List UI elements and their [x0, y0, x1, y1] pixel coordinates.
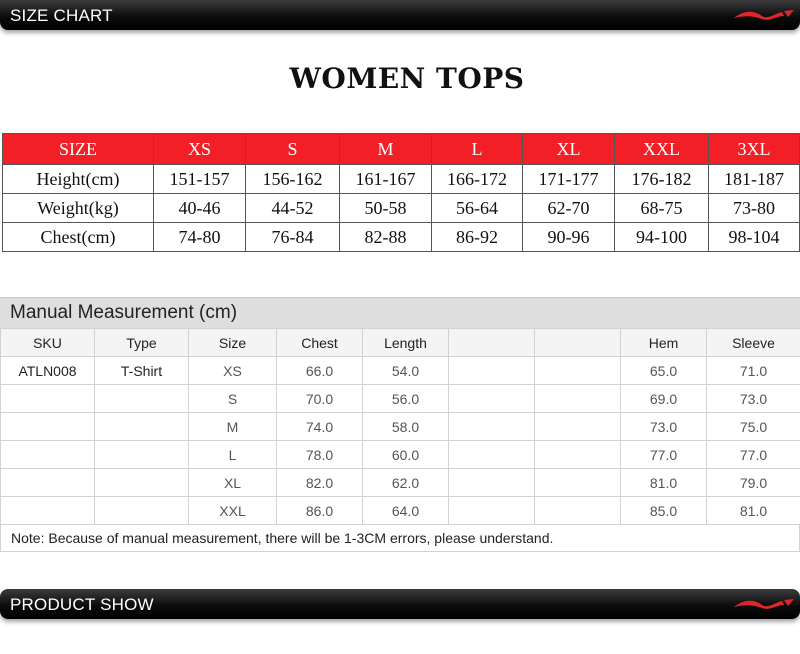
manual-measurement-section	[0, 297, 800, 552]
sleeve-cell: 73.0	[707, 385, 800, 413]
size-cell: S	[189, 385, 277, 413]
page-title: WOMEN TOPS	[289, 62, 525, 95]
sleeve-cell: 75.0	[707, 413, 800, 441]
table-cell: 98-104	[709, 223, 800, 252]
empty-cell	[449, 497, 535, 525]
table-cell: 68-75	[615, 194, 709, 223]
table-cell: 74-80	[154, 223, 246, 252]
sleeve-cell: 77.0	[707, 441, 800, 469]
table-row	[1, 385, 800, 413]
length-cell: 64.0	[363, 497, 449, 525]
size-cell: XL	[189, 469, 277, 497]
col-header-type: Type	[95, 329, 189, 357]
table-cell: 44-52	[246, 194, 340, 223]
hem-cell: 81.0	[621, 469, 707, 497]
size-col-header: XXL	[615, 134, 709, 165]
chest-cell: 74.0	[277, 413, 363, 441]
table-cell: 156-162	[246, 165, 340, 194]
sku-cell	[1, 497, 95, 525]
product-show-title: PRODUCT SHOW	[10, 595, 154, 614]
size-cell: XXL	[189, 497, 277, 525]
length-cell: 60.0	[363, 441, 449, 469]
brand-logo-icon	[732, 596, 796, 612]
type-cell	[95, 497, 189, 525]
row-label: Height(cm)	[3, 165, 154, 194]
chest-cell: 78.0	[277, 441, 363, 469]
row-label: Weight(kg)	[3, 194, 154, 223]
table-cell: 94-100	[615, 223, 709, 252]
sleeve-cell: 81.0	[707, 497, 800, 525]
size-chart-bar	[0, 0, 800, 30]
table-row	[1, 441, 800, 469]
empty-cell	[449, 357, 535, 385]
table-cell: 40-46	[154, 194, 246, 223]
table-cell: 86-92	[432, 223, 523, 252]
col-header-chest: Chest	[277, 329, 363, 357]
type-cell	[95, 385, 189, 413]
table-cell: 56-64	[432, 194, 523, 223]
table-cell: 62-70	[523, 194, 615, 223]
table-row	[1, 497, 800, 525]
size-header-row	[3, 134, 800, 165]
measurement-note: Note: Because of manual measurement, there will be 1-3CM errors, please understand.	[0, 525, 800, 552]
size-col-header: M	[340, 134, 432, 165]
measurement-header-row	[1, 329, 800, 357]
product-show-bar	[0, 589, 800, 619]
table-row	[1, 413, 800, 441]
sku-cell	[1, 413, 95, 441]
empty-cell	[449, 441, 535, 469]
empty-cell	[449, 469, 535, 497]
size-col-header: S	[246, 134, 340, 165]
size-cell: L	[189, 441, 277, 469]
empty-cell	[535, 441, 621, 469]
size-row-chest	[3, 223, 800, 252]
length-cell: 54.0	[363, 357, 449, 385]
brand-logo-icon	[732, 7, 796, 23]
table-row	[1, 357, 800, 385]
empty-cell	[449, 385, 535, 413]
col-header-size: Size	[189, 329, 277, 357]
sleeve-cell: 79.0	[707, 469, 800, 497]
sku-cell: ATLN008	[1, 357, 95, 385]
size-col-header: L	[432, 134, 523, 165]
table-cell: 166-172	[432, 165, 523, 194]
col-header-sku: SKU	[1, 329, 95, 357]
chest-cell: 66.0	[277, 357, 363, 385]
table-cell: 73-80	[709, 194, 800, 223]
type-cell	[95, 413, 189, 441]
table-row	[1, 469, 800, 497]
size-row-height	[3, 165, 800, 194]
empty-cell	[535, 497, 621, 525]
size-header-label: SIZE	[3, 134, 154, 165]
col-header-sleeve: Sleeve	[707, 329, 800, 357]
empty-cell	[535, 469, 621, 497]
size-cell: XS	[189, 357, 277, 385]
col-header-empty	[449, 329, 535, 357]
chest-cell: 70.0	[277, 385, 363, 413]
table-cell: 90-96	[523, 223, 615, 252]
sku-cell	[1, 469, 95, 497]
sku-cell	[1, 385, 95, 413]
length-cell: 56.0	[363, 385, 449, 413]
table-cell: 76-84	[246, 223, 340, 252]
empty-cell	[535, 413, 621, 441]
empty-cell	[449, 413, 535, 441]
size-col-header: 3XL	[709, 134, 800, 165]
table-cell: 181-187	[709, 165, 800, 194]
chest-cell: 86.0	[277, 497, 363, 525]
type-cell: T-Shirt	[95, 357, 189, 385]
table-cell: 151-157	[154, 165, 246, 194]
table-cell: 176-182	[615, 165, 709, 194]
hem-cell: 85.0	[621, 497, 707, 525]
type-cell	[95, 469, 189, 497]
table-cell: 82-88	[340, 223, 432, 252]
sleeve-cell: 71.0	[707, 357, 800, 385]
size-cell: M	[189, 413, 277, 441]
empty-cell	[535, 385, 621, 413]
hem-cell: 77.0	[621, 441, 707, 469]
length-cell: 62.0	[363, 469, 449, 497]
hem-cell: 73.0	[621, 413, 707, 441]
row-label: Chest(cm)	[3, 223, 154, 252]
col-header-hem: Hem	[621, 329, 707, 357]
length-cell: 58.0	[363, 413, 449, 441]
hem-cell: 69.0	[621, 385, 707, 413]
table-cell: 50-58	[340, 194, 432, 223]
size-table	[2, 133, 800, 252]
table-cell: 171-177	[523, 165, 615, 194]
size-chart-title: SIZE CHART	[10, 6, 113, 25]
measurement-table	[0, 328, 800, 525]
col-header-empty	[535, 329, 621, 357]
hem-cell: 65.0	[621, 357, 707, 385]
empty-cell	[535, 357, 621, 385]
col-header-length: Length	[363, 329, 449, 357]
size-col-header: XL	[523, 134, 615, 165]
table-cell: 161-167	[340, 165, 432, 194]
manual-measurement-title: Manual Measurement (cm)	[0, 297, 800, 328]
sku-cell	[1, 441, 95, 469]
size-col-header: XS	[154, 134, 246, 165]
size-row-weight	[3, 194, 800, 223]
chest-cell: 82.0	[277, 469, 363, 497]
type-cell	[95, 441, 189, 469]
